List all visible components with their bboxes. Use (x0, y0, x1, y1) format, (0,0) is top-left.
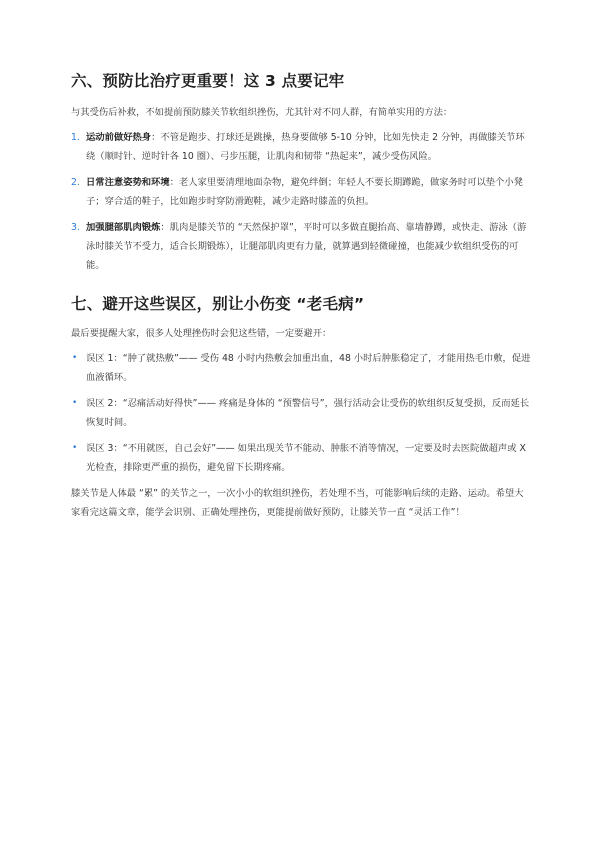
section-7-intro: 最后要提醒大家，很多人处理挫伤时会犯这些错，一定要避开： (71, 328, 332, 339)
prevention-list (71, 128, 531, 275)
section-6-intro: 与其受伤后补救，不如提前预防膝关节软组织挫伤，尤其针对不同人群，有简单实用的方法： (71, 107, 453, 118)
item-title: 加强腿部肌肉锻炼 (86, 222, 161, 233)
item-text: ：老人家里要清理地面杂物，避免绊倒；年轻人不要长期蹲跪，做家务时可以垫个小凳子；穿合适的鞋子，比如跑步时穿防滑跑鞋，减少走路时膝盖的负担。 (86, 177, 523, 207)
bullet-icon: • (72, 398, 78, 408)
list-item (71, 218, 531, 275)
item-title: 日常注意姿势和环境 (86, 177, 170, 188)
bullet-icon: • (72, 353, 78, 363)
item-text: 误区 1：“肿了就热敷”—— 受伤 48 小时内热敷会加重出血，48 小时后肿胀稳定了，才能用热毛巾敷，促进血液循环。 (86, 353, 531, 383)
section-7-heading: 七、避开这些误区，别让小伤变 “老毛病” (71, 295, 365, 313)
mistakes-list (71, 349, 531, 477)
closing-paragraph: 膝关节是人体最 “累” 的关节之一，一次小小的软组织挫伤，若处理不当，可能影响后续的走路、运动。希望大家看完这篇文章，能学会识别、正确处理挫伤，更能提前做好预防，让膝关节一直 “灵活工作”！ (71, 488, 524, 518)
item-text: 误区 2：“忍痛活动好得快”—— 疼痛是身体的 “预警信号”，强行活动会让受伤的软组织反复受损，反而延长恢复时间。 (86, 398, 530, 428)
list-item (71, 349, 531, 387)
item-text: ：肌肉是膝关节的 “天然保护罩”，平时可以多做直腿抬高、靠墙静蹲，或快走、游泳（游泳时膝关节不受力，适合长期锻炼），让腿部肌肉更有力量，就算遇到轻微碰撞，也能减少软组织受伤的可能。 (86, 222, 527, 271)
list-number: 1. (71, 132, 80, 143)
item-text: 误区 3：“不用就医，自己会好”—— 如果出现关节不能动、肿胀不消等情况，一定要及时去医院做超声或 X 光检查，排除更严重的损伤，避免留下长期疼痛。 (86, 443, 526, 473)
list-item (71, 394, 531, 432)
item-title: 运动前做好热身 (86, 132, 152, 143)
list-item (71, 173, 531, 211)
section-6-heading: 六、预防比治疗更重要！这 3 点要记牢 (71, 72, 345, 90)
bullet-icon: • (72, 443, 78, 453)
item-text: ：不管是跑步、打球还是跳操，热身要做够 5-10 分钟，比如先快走 2 分钟，再做膝关节环绕（顺时针、逆时针各 10 圈）、弓步压腿，让肌肉和韧带 “热起来”，减少受伤风险。 (86, 132, 525, 162)
list-item (71, 128, 531, 166)
article-body (71, 66, 531, 522)
list-number: 3. (71, 222, 80, 233)
list-item (71, 439, 531, 477)
list-number: 2. (71, 177, 80, 188)
